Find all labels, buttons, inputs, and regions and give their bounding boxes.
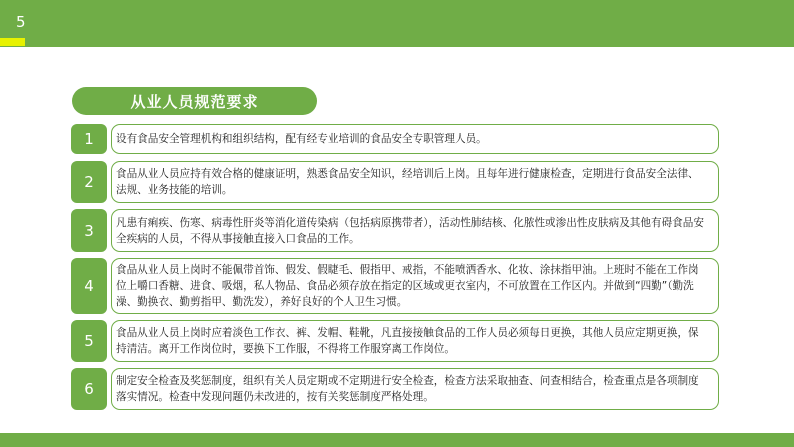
item-text: 食品从业人员应持有效合格的健康证明，熟悉食品安全知识，经培训后上岗。且每年进行健康检查，定期进行食品安全法律、法规、业务技能的培训。 — [116, 168, 699, 196]
item-number: 3 — [71, 209, 107, 252]
item-text-box — [111, 320, 719, 362]
item-text-box — [111, 258, 719, 314]
item-text-box — [111, 124, 719, 154]
page-number: 5 — [16, 13, 26, 31]
list-item — [71, 124, 719, 154]
item-number: 2 — [71, 161, 107, 203]
item-text: 制定安全检查及奖惩制度，组织有关人员定期或不定期进行安全检查，检查方法采取抽查、问查相结合，检查重点是各项制度落实情况。检查中发现问题仍未改进的，按有关奖惩制度严格处理。 — [116, 375, 699, 403]
item-text-box — [111, 209, 719, 252]
list-item — [71, 161, 719, 203]
list-item — [71, 258, 719, 314]
item-text-box — [111, 161, 719, 203]
item-text: 凡患有痢疾、伤寒、病毒性肝炎等消化道传染病（包括病原携带者），活动性肺结核、化脓性或渗出性皮肤病及其他有碍食品安全疾病的人员，不得从事接触直接入口食品的工作。 — [116, 216, 704, 245]
item-number: 6 — [71, 368, 107, 410]
top-banner — [0, 0, 794, 47]
section-title: 从业人员规范要求 — [72, 87, 317, 115]
item-text: 食品从业人员上岗时不能佩带首饰、假发、假睫毛、假指甲、戒指，不能喷洒香水、化妆、涂抹指甲油。上班时不能在工作岗位上嚼口香糖、进食、吸烟，私人物品、食品必须存放在指定的区域或更衣室内，不可放置在工作区内。并做到“四勤”（勤洗澡、勤换衣、勤剪指甲、勤洗发），养好良好的个人卫生习惯。 — [116, 264, 699, 308]
item-number: 4 — [71, 258, 107, 314]
item-number: 5 — [71, 320, 107, 362]
item-text-box — [111, 368, 719, 410]
list-item — [71, 320, 719, 362]
item-text: 食品从业人员上岗时应着淡色工作衣、裤、发帽、鞋靴，凡直接接触食品的工作人员必须每日更换，其他人员应定期更换，保持清洁。离开工作岗位时，要换下工作服，不得将工作服穿离工作岗位。 — [116, 327, 699, 355]
list-item — [71, 209, 719, 252]
item-text: 设有食品安全管理机构和组织结构，配有经专业培训的食品安全专职管理人员。 — [116, 133, 487, 145]
list-item — [71, 368, 719, 410]
item-number: 1 — [71, 124, 107, 154]
accent-bar — [0, 38, 25, 46]
bottom-banner — [0, 433, 794, 447]
